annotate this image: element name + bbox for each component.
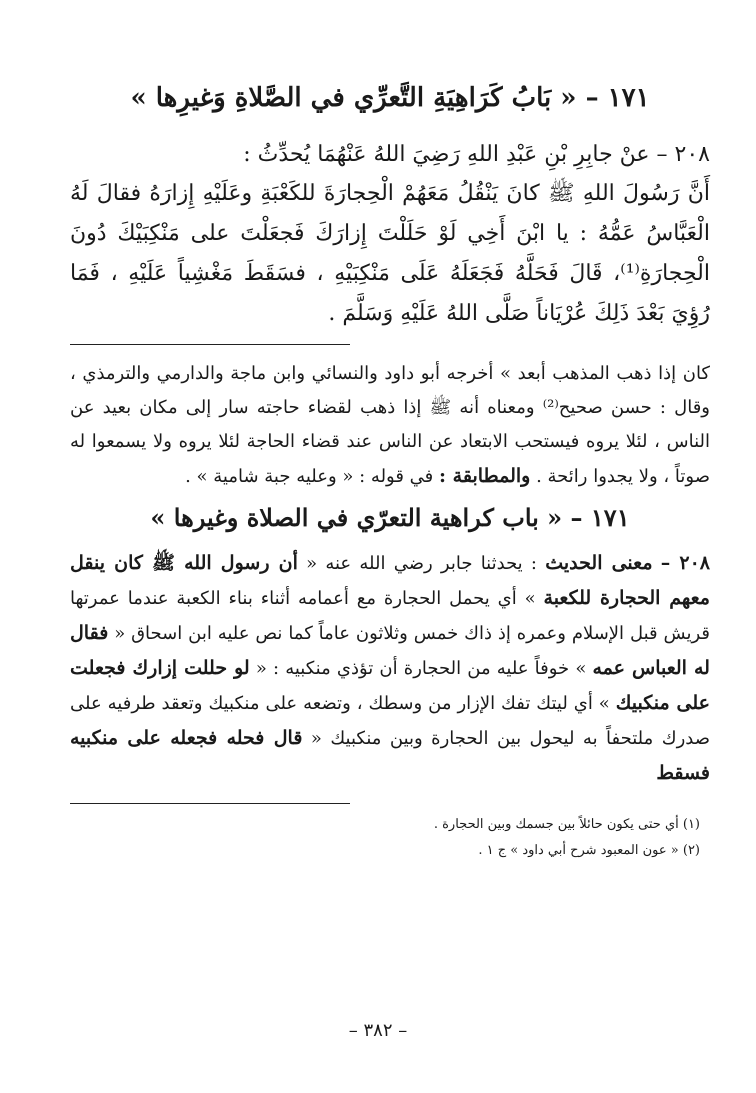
chapter-title: ١٧١ – « بَابُ كَرَاهِيَةِ التَّعرِّي في الصَّلاةِ وَغيرِها » xyxy=(130,83,650,113)
meaning-quote-3: لو حللت إزارك فجعلت على منكبيك xyxy=(70,657,710,714)
meaning-label: معنى الحديث xyxy=(545,552,653,574)
meaning-quote-4: قال فحله فجعله على منكبيه فسقط xyxy=(70,727,710,784)
mutabaqa-label: والمطابقة : xyxy=(439,465,531,487)
meaning-segment-4: » أي ليتك تفك الإزار من وسطك ، وتضعه على منكبيك وتعقد طرفيه على صدرك ملتحفاً به ليحول بين الحجارة وبين منكبيك « xyxy=(70,693,711,749)
chapter-title-repeat: ١٧١ – « باب كراهية التعرّي في الصلاة وغيرها » xyxy=(150,503,630,532)
section-divider xyxy=(70,344,350,345)
hadith-number-line: ٢٠٨ – عنْ جابِرِ بْنِ عَبْدِ اللهِ رَضِيَ اللهُ عَنْهُمَا يُحدِّثُ : xyxy=(243,142,710,167)
meaning-quote-2: فقال له العباس عمه xyxy=(70,622,710,679)
meaning-number: ٢٠٨ – xyxy=(660,552,710,574)
hadith-text: أَنَّ رَسُولَ اللهِ ﷺ كانَ يَنْقُلُ مَعَهُمْ الْحِجارَةَ للكَعْبَةِ وعَلَيْهِ إِزارَهُ فقالَ لَهُ الْعَبَّاسُ عَمُّهُ : يا ابْنَ أَخِي لَوْ حَلَلْتَ إِزارَكَ فَجعَلْتَ على مَنْكِبَيْكَ دُونَ الْحِجارَةِ⁽¹⁾، قَالَ فَحَلَّهُ فَجَعَلَهُ عَلَى مَنْكِبَيْهِ ، فسَقَطَ مَغْشِياً عَلَيْهِ ، فَمَا رُؤِيَ بَعْدَ ذَلِكَ عُرْيَاناً صَلَّى اللهُ عَلَيْهِ وَسَلَّمَ . xyxy=(70,181,710,326)
meaning-segment-3: » خوفاً عليه من الحجارة أن تؤذي منكبيه : « xyxy=(255,658,587,679)
meaning-quote-1: أن رسول الله ﷺ كان ينقل معهم الحجارة للكعبة xyxy=(70,552,710,609)
footnote-1: (١) أي حتى يكون حائلاً بين جسمك وبين الحجارة . xyxy=(433,817,700,832)
page-number: – ٣٨٢ – xyxy=(348,1020,408,1041)
meaning-segment-1: : يحدثنا جابر رضي الله عنه « xyxy=(306,553,537,574)
commentary-paragraph xyxy=(70,357,710,494)
mutabaqa-text: في قوله : « وعليه جبة شامية » . xyxy=(185,466,434,487)
commentary-text: كان إذا ذهب المذهب أبعد » أخرجه أبو داود والنسائي وابن ماجة والدارمي والترمذي ، وقال : حسن صحيح⁽²⁾ ومعناه أنه ﷺ إذا ذهب لقضاء حاجته سار إلى مكان بعيد عن الناس ، لئلا يروه فيستحب الابتعاد عن الناس عند قضاء الحاجة لئلا يروه ولا يسمعوا له صوتاً ، ولا يجدوا رائحة . xyxy=(70,363,710,487)
page-body xyxy=(70,78,710,864)
meaning-segment-2: » أي يحمل الحجارة مع أعمامه أثناء بناء الكعبة عندما عمرتها قريش قبل الإسلام وعمره إذ ذاك خمس وثلاثون عاماً كما نص عليه ابن اسحاق « xyxy=(70,588,710,644)
footnote-2: (٢) « عون المعبود شرح أبي داود » ج ١ . xyxy=(478,843,700,858)
footnotes xyxy=(70,812,710,864)
footnote-divider xyxy=(70,803,350,804)
meaning-paragraph xyxy=(70,546,710,791)
